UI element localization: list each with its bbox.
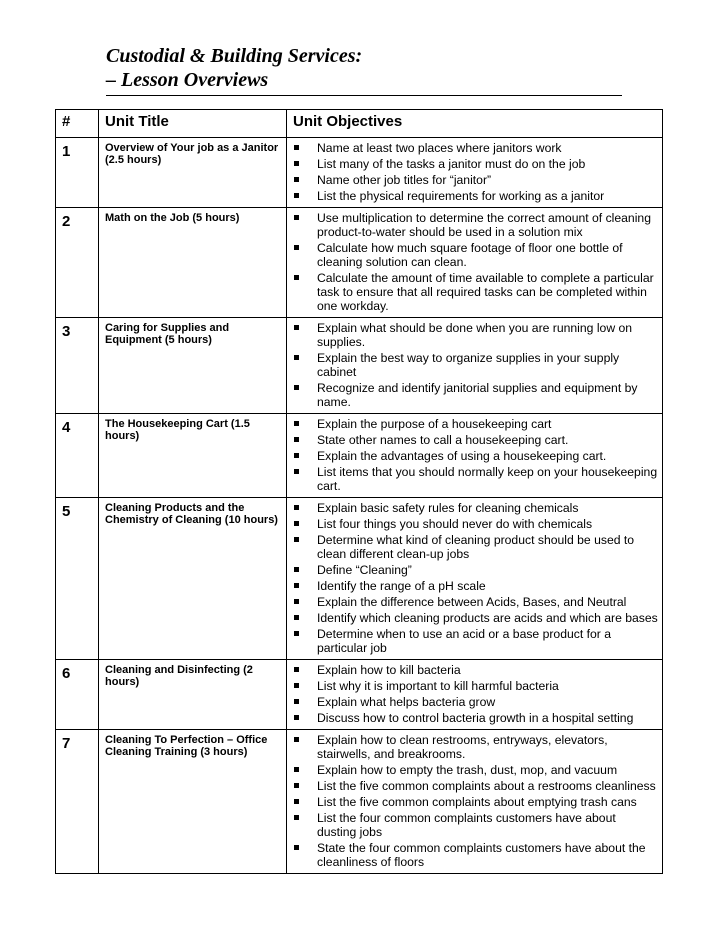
objective-text: List many of the tasks a janitor must do on the job — [317, 157, 586, 171]
objective-item — [291, 779, 658, 793]
square-bullet-icon — [294, 783, 299, 788]
document-title — [106, 44, 622, 92]
objective-text: List the five common complaints about emptying trash cans — [317, 795, 637, 809]
objective-item — [291, 417, 658, 431]
square-bullet-icon — [294, 421, 299, 426]
objective-item — [291, 611, 658, 625]
objective-item — [291, 517, 658, 531]
unit-title: Caring for Supplies and Equipment (5 hours) — [99, 318, 287, 414]
objective-item — [291, 795, 658, 809]
table-row — [56, 660, 663, 730]
header-unit-title: Unit Title — [99, 110, 287, 138]
objective-item — [291, 241, 658, 269]
objective-text: List why it is important to kill harmful bacteria — [317, 679, 559, 693]
table-row — [56, 730, 663, 874]
objective-item — [291, 449, 658, 463]
objective-text: List items that you should normally keep on your housekeeping cart. — [317, 465, 658, 493]
objective-item — [291, 695, 658, 709]
square-bullet-icon — [294, 245, 299, 250]
objective-item — [291, 579, 658, 593]
objective-text: Calculate how much square footage of floor one bottle of cleaning solution can clean. — [317, 241, 623, 269]
objective-item — [291, 763, 658, 777]
objectives-list — [287, 414, 662, 497]
unit-number: 4 — [56, 414, 99, 498]
objective-text: Determine when to use an acid or a base product for a particular job — [317, 627, 612, 655]
objective-item — [291, 563, 658, 577]
square-bullet-icon — [294, 453, 299, 458]
unit-objectives-cell — [287, 138, 663, 208]
title-line-2: – Lesson Overviews — [106, 69, 269, 91]
lesson-overview-table — [55, 109, 663, 874]
objective-item — [291, 663, 658, 677]
unit-objectives-cell — [287, 414, 663, 498]
table-row — [56, 208, 663, 318]
objective-item — [291, 157, 658, 171]
square-bullet-icon — [294, 715, 299, 720]
square-bullet-icon — [294, 615, 299, 620]
objectives-list — [287, 498, 662, 659]
square-bullet-icon — [294, 437, 299, 442]
objective-text: List the physical requirements for working as a janitor — [317, 189, 605, 203]
square-bullet-icon — [294, 325, 299, 330]
objective-item — [291, 733, 658, 761]
title-line-1: Custodial & Building Services: — [106, 45, 363, 67]
unit-title: The Housekeeping Cart (1.5 hours) — [99, 414, 287, 498]
objectives-list — [287, 730, 662, 873]
objective-text: Explain what should be done when you are running low on supplies. — [317, 321, 633, 349]
square-bullet-icon — [294, 683, 299, 688]
objective-text: List four things you should never do with chemicals — [317, 517, 593, 531]
unit-number: 7 — [56, 730, 99, 874]
square-bullet-icon — [294, 161, 299, 166]
objective-text: Use multiplication to determine the correct amount of cleaning product-to-water should be used in a solution mix — [317, 211, 651, 239]
table-body — [56, 138, 663, 874]
table-header-row — [56, 110, 663, 138]
objectives-list — [287, 660, 662, 729]
objective-text: Calculate the amount of time available to complete a particular task to ensure that all required tasks can be completed within one workday. — [317, 271, 654, 313]
objective-item — [291, 627, 658, 655]
unit-title: Cleaning Products and the Chemistry of Cleaning (10 hours) — [99, 498, 287, 660]
objective-text: Discuss how to control bacteria growth in a hospital setting — [317, 711, 634, 725]
objective-text: Explain the difference between Acids, Bases, and Neutral — [317, 595, 627, 609]
square-bullet-icon — [294, 215, 299, 220]
unit-number: 1 — [56, 138, 99, 208]
objectives-list — [287, 208, 662, 317]
square-bullet-icon — [294, 521, 299, 526]
objective-text: Explain the purpose of a housekeeping cart — [317, 417, 552, 431]
objective-item — [291, 211, 658, 239]
square-bullet-icon — [294, 385, 299, 390]
objective-item — [291, 141, 658, 155]
objective-item — [291, 501, 658, 515]
objective-item — [291, 533, 658, 561]
objective-text: Identify the range of a pH scale — [317, 579, 486, 593]
objective-text: Explain how to kill bacteria — [317, 663, 461, 677]
objective-text: Explain basic safety rules for cleaning chemicals — [317, 501, 579, 515]
objective-text: Explain how to clean restrooms, entryways, elevators, stairwells, and breakrooms. — [317, 733, 608, 761]
square-bullet-icon — [294, 567, 299, 572]
header-number: # — [56, 110, 99, 138]
unit-objectives-cell — [287, 498, 663, 660]
unit-objectives-cell — [287, 660, 663, 730]
objective-item — [291, 173, 658, 187]
square-bullet-icon — [294, 537, 299, 542]
objective-text: List the five common complaints about a restrooms cleanliness — [317, 779, 656, 793]
objective-item — [291, 433, 658, 447]
square-bullet-icon — [294, 193, 299, 198]
unit-title: Cleaning To Perfection – Office Cleaning Training (3 hours) — [99, 730, 287, 874]
square-bullet-icon — [294, 799, 299, 804]
square-bullet-icon — [294, 469, 299, 474]
square-bullet-icon — [294, 667, 299, 672]
objective-text: State other names to call a housekeeping cart. — [317, 433, 569, 447]
objective-item — [291, 189, 658, 203]
table-row — [56, 318, 663, 414]
objective-text: Explain the best way to organize supplies in your supply cabinet — [317, 351, 620, 379]
unit-title: Overview of Your job as a Janitor (2.5 hours) — [99, 138, 287, 208]
objectives-list — [287, 138, 662, 207]
square-bullet-icon — [294, 275, 299, 280]
objective-item — [291, 811, 658, 839]
square-bullet-icon — [294, 599, 299, 604]
title-underline — [106, 95, 622, 96]
objective-item — [291, 351, 658, 379]
square-bullet-icon — [294, 145, 299, 150]
unit-number: 3 — [56, 318, 99, 414]
square-bullet-icon — [294, 631, 299, 636]
objective-text: Explain what helps bacteria grow — [317, 695, 496, 709]
unit-number: 5 — [56, 498, 99, 660]
square-bullet-icon — [294, 505, 299, 510]
unit-objectives-cell — [287, 208, 663, 318]
objective-text: Name at least two places where janitors work — [317, 141, 562, 155]
table-row — [56, 498, 663, 660]
objective-text: Define “Cleaning” — [317, 563, 412, 577]
square-bullet-icon — [294, 177, 299, 182]
objective-text: Determine what kind of cleaning product should be used to clean different clean-up jobs — [317, 533, 635, 561]
objectives-list — [287, 318, 662, 413]
objective-item — [291, 711, 658, 725]
square-bullet-icon — [294, 583, 299, 588]
square-bullet-icon — [294, 355, 299, 360]
unit-objectives-cell — [287, 318, 663, 414]
unit-title: Math on the Job (5 hours) — [99, 208, 287, 318]
objective-text: Explain how to empty the trash, dust, mop, and vacuum — [317, 763, 618, 777]
objective-text: List the four common complaints customers have about dusting jobs — [317, 811, 616, 839]
objective-item — [291, 595, 658, 609]
objective-item — [291, 465, 658, 493]
square-bullet-icon — [294, 699, 299, 704]
table-row — [56, 138, 663, 208]
objective-item — [291, 381, 658, 409]
objective-item — [291, 321, 658, 349]
objective-text: Explain the advantages of using a housekeeping cart. — [317, 449, 607, 463]
square-bullet-icon — [294, 737, 299, 742]
objective-text: Identify which cleaning products are acids and which are bases — [317, 611, 658, 625]
objective-text: State the four common complaints customers have about the cleanliness of floors — [317, 841, 646, 869]
table-row — [56, 414, 663, 498]
objective-text: Recognize and identify janitorial supplies and equipment by name. — [317, 381, 638, 409]
objective-item — [291, 841, 658, 869]
square-bullet-icon — [294, 845, 299, 850]
header-unit-objectives: Unit Objectives — [287, 110, 663, 138]
unit-number: 2 — [56, 208, 99, 318]
square-bullet-icon — [294, 815, 299, 820]
unit-title: Cleaning and Disinfecting (2 hours) — [99, 660, 287, 730]
objective-text: Name other job titles for “janitor” — [317, 173, 492, 187]
objective-item — [291, 679, 658, 693]
unit-number: 6 — [56, 660, 99, 730]
square-bullet-icon — [294, 767, 299, 772]
unit-objectives-cell — [287, 730, 663, 874]
objective-item — [291, 271, 658, 313]
